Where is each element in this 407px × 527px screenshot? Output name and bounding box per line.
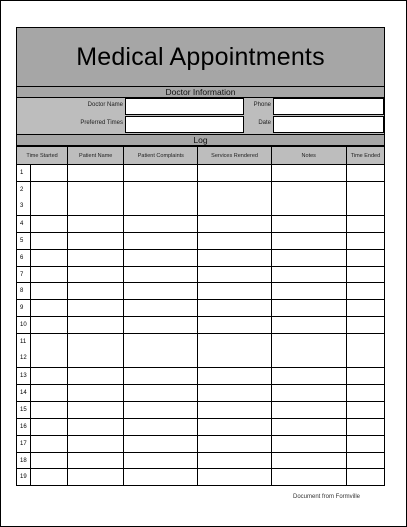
log-cell[interactable] xyxy=(124,300,198,317)
log-cell[interactable] xyxy=(31,215,68,232)
column-header: Patient Name xyxy=(68,147,124,165)
log-cell[interactable] xyxy=(198,317,271,334)
log-header: Log xyxy=(16,134,385,146)
log-cell[interactable] xyxy=(271,368,346,385)
log-cell[interactable] xyxy=(31,418,68,435)
table-row xyxy=(17,249,385,266)
log-cell[interactable] xyxy=(124,181,198,215)
table-row xyxy=(17,266,385,283)
log-cell[interactable] xyxy=(271,215,346,232)
log-cell[interactable] xyxy=(31,283,68,300)
table-row xyxy=(17,435,385,452)
log-cell[interactable] xyxy=(346,283,384,300)
log-cell[interactable] xyxy=(124,435,198,452)
log-cell[interactable] xyxy=(68,215,124,232)
log-cell[interactable] xyxy=(346,165,384,182)
row-number: 15 xyxy=(17,401,31,418)
log-cell[interactable] xyxy=(271,266,346,283)
log-cell[interactable] xyxy=(198,418,271,435)
log-cell[interactable] xyxy=(68,435,124,452)
log-cell[interactable] xyxy=(346,215,384,232)
table-row xyxy=(17,283,385,300)
log-cell[interactable] xyxy=(198,283,271,300)
row-number: 7 xyxy=(17,266,31,283)
log-cell[interactable] xyxy=(31,452,68,469)
log-cell[interactable] xyxy=(124,334,198,368)
log-cell[interactable] xyxy=(68,368,124,385)
log-cell[interactable] xyxy=(271,334,346,368)
log-cell[interactable] xyxy=(346,368,384,385)
log-cell[interactable] xyxy=(68,401,124,418)
log-cell[interactable] xyxy=(124,232,198,249)
preferred-times-field[interactable] xyxy=(125,116,244,133)
log-cell[interactable] xyxy=(346,266,384,283)
log-cell[interactable] xyxy=(68,266,124,283)
column-header: Services Rendered xyxy=(198,147,271,165)
log-cell[interactable] xyxy=(271,249,346,266)
row-number: 13 xyxy=(17,368,31,385)
log-cell[interactable] xyxy=(68,317,124,334)
log-cell[interactable] xyxy=(271,181,346,215)
row-number: 18 xyxy=(17,452,31,469)
log-cell[interactable] xyxy=(68,300,124,317)
table-row xyxy=(17,385,385,402)
log-cell[interactable] xyxy=(124,452,198,469)
log-cell[interactable] xyxy=(198,249,271,266)
log-cell[interactable] xyxy=(124,385,198,402)
log-cell[interactable] xyxy=(346,469,384,486)
log-cell[interactable] xyxy=(346,418,384,435)
log-header-row xyxy=(17,147,385,165)
log-cell[interactable] xyxy=(68,283,124,300)
date-field[interactable] xyxy=(273,116,384,133)
phone-field[interactable] xyxy=(273,98,384,115)
log-cell[interactable] xyxy=(198,266,271,283)
log-cell[interactable] xyxy=(198,181,271,215)
log-cell[interactable] xyxy=(124,165,198,182)
log-cell[interactable] xyxy=(271,165,346,182)
log-cell[interactable] xyxy=(31,469,68,486)
log-cell[interactable] xyxy=(68,469,124,486)
table-row xyxy=(17,165,385,182)
log-cell[interactable] xyxy=(31,232,68,249)
log-cell[interactable] xyxy=(346,317,384,334)
log-cell[interactable] xyxy=(124,266,198,283)
log-cell[interactable] xyxy=(346,232,384,249)
log-cell[interactable] xyxy=(346,181,384,215)
phone-label: Phone xyxy=(253,102,271,108)
log-cell[interactable] xyxy=(31,385,68,402)
log-cell[interactable] xyxy=(346,401,384,418)
row-number: 3 xyxy=(20,202,24,209)
doctor-name-label: Doctor Name xyxy=(87,102,123,108)
log-cell[interactable] xyxy=(346,385,384,402)
log-cell[interactable] xyxy=(271,401,346,418)
log-cell[interactable] xyxy=(198,401,271,418)
preferred-times-label: Preferred Times xyxy=(80,120,123,126)
table-row xyxy=(17,181,385,215)
date-label: Date xyxy=(258,120,271,126)
log-cell[interactable] xyxy=(271,300,346,317)
log-cell[interactable] xyxy=(198,300,271,317)
row-number-pair xyxy=(17,181,31,215)
log-cell[interactable] xyxy=(68,181,124,215)
row-number: 17 xyxy=(17,435,31,452)
column-header: Time Ended xyxy=(346,147,384,165)
log-cell[interactable] xyxy=(346,300,384,317)
table-row xyxy=(17,368,385,385)
row-number: 11 xyxy=(20,339,27,346)
log-cell[interactable] xyxy=(198,385,271,402)
row-number: 14 xyxy=(17,385,31,402)
log-cell[interactable] xyxy=(31,368,68,385)
log-cell[interactable] xyxy=(346,452,384,469)
row-number: 10 xyxy=(17,317,31,334)
row-number: 16 xyxy=(17,418,31,435)
log-cell[interactable] xyxy=(346,334,384,368)
table-row xyxy=(17,452,385,469)
row-number: 5 xyxy=(17,232,31,249)
log-cell[interactable] xyxy=(68,418,124,435)
doctor-name-field[interactable] xyxy=(125,98,244,115)
table-row xyxy=(17,300,385,317)
row-number: 12 xyxy=(20,355,27,362)
log-cell[interactable] xyxy=(271,385,346,402)
log-cell[interactable] xyxy=(68,232,124,249)
row-number: 4 xyxy=(17,215,31,232)
log-cell[interactable] xyxy=(271,317,346,334)
log-cell[interactable] xyxy=(31,317,68,334)
log-cell[interactable] xyxy=(198,469,271,486)
row-number: 1 xyxy=(17,165,31,182)
doctor-info-panel xyxy=(16,97,385,135)
table-row xyxy=(17,317,385,334)
log-cell[interactable] xyxy=(124,469,198,486)
log-cell[interactable] xyxy=(346,249,384,266)
doctor-info-header: Doctor Information xyxy=(16,86,385,98)
table-row xyxy=(17,334,385,368)
row-number: 2 xyxy=(20,186,24,193)
log-cell[interactable] xyxy=(271,452,346,469)
log-cell[interactable] xyxy=(124,317,198,334)
log-cell[interactable] xyxy=(198,165,271,182)
log-cell[interactable] xyxy=(31,165,68,182)
log-cell[interactable] xyxy=(124,215,198,232)
row-number: 9 xyxy=(17,300,31,317)
log-cell[interactable] xyxy=(124,368,198,385)
log-cell[interactable] xyxy=(68,385,124,402)
log-cell[interactable] xyxy=(31,181,68,215)
log-cell[interactable] xyxy=(346,435,384,452)
log-cell[interactable] xyxy=(124,283,198,300)
log-cell[interactable] xyxy=(31,266,68,283)
log-cell[interactable] xyxy=(68,165,124,182)
log-cell[interactable] xyxy=(271,418,346,435)
log-cell[interactable] xyxy=(31,249,68,266)
log-cell[interactable] xyxy=(124,418,198,435)
log-cell[interactable] xyxy=(198,232,271,249)
footer-credit: Document from Formville xyxy=(293,494,361,500)
row-number: 19 xyxy=(17,469,31,486)
table-row xyxy=(17,418,385,435)
row-number: 6 xyxy=(17,249,31,266)
log-cell[interactable] xyxy=(198,435,271,452)
column-header: Notes xyxy=(271,147,346,165)
page-title: Medical Appointments xyxy=(76,42,325,71)
table-row xyxy=(17,232,385,249)
log-table xyxy=(16,146,385,486)
title-band xyxy=(16,27,385,87)
log-cell[interactable] xyxy=(68,249,124,266)
log-cell[interactable] xyxy=(198,368,271,385)
log-cell[interactable] xyxy=(198,452,271,469)
log-cell[interactable] xyxy=(271,283,346,300)
log-cell[interactable] xyxy=(271,232,346,249)
table-row xyxy=(17,215,385,232)
log-cell[interactable] xyxy=(124,249,198,266)
column-header: Patient Complaints xyxy=(124,147,198,165)
log-cell[interactable] xyxy=(198,334,271,368)
column-header: Time Started xyxy=(17,147,68,165)
log-cell[interactable] xyxy=(31,300,68,317)
log-cell[interactable] xyxy=(31,401,68,418)
log-cell[interactable] xyxy=(124,401,198,418)
table-row xyxy=(17,401,385,418)
log-cell[interactable] xyxy=(198,215,271,232)
table-row xyxy=(17,469,385,486)
row-number: 8 xyxy=(17,283,31,300)
row-number-pair xyxy=(17,334,31,368)
log-cell[interactable] xyxy=(31,435,68,452)
log-cell[interactable] xyxy=(271,469,346,486)
log-cell[interactable] xyxy=(31,334,68,368)
log-cell[interactable] xyxy=(271,435,346,452)
log-cell[interactable] xyxy=(68,452,124,469)
log-cell[interactable] xyxy=(68,334,124,368)
